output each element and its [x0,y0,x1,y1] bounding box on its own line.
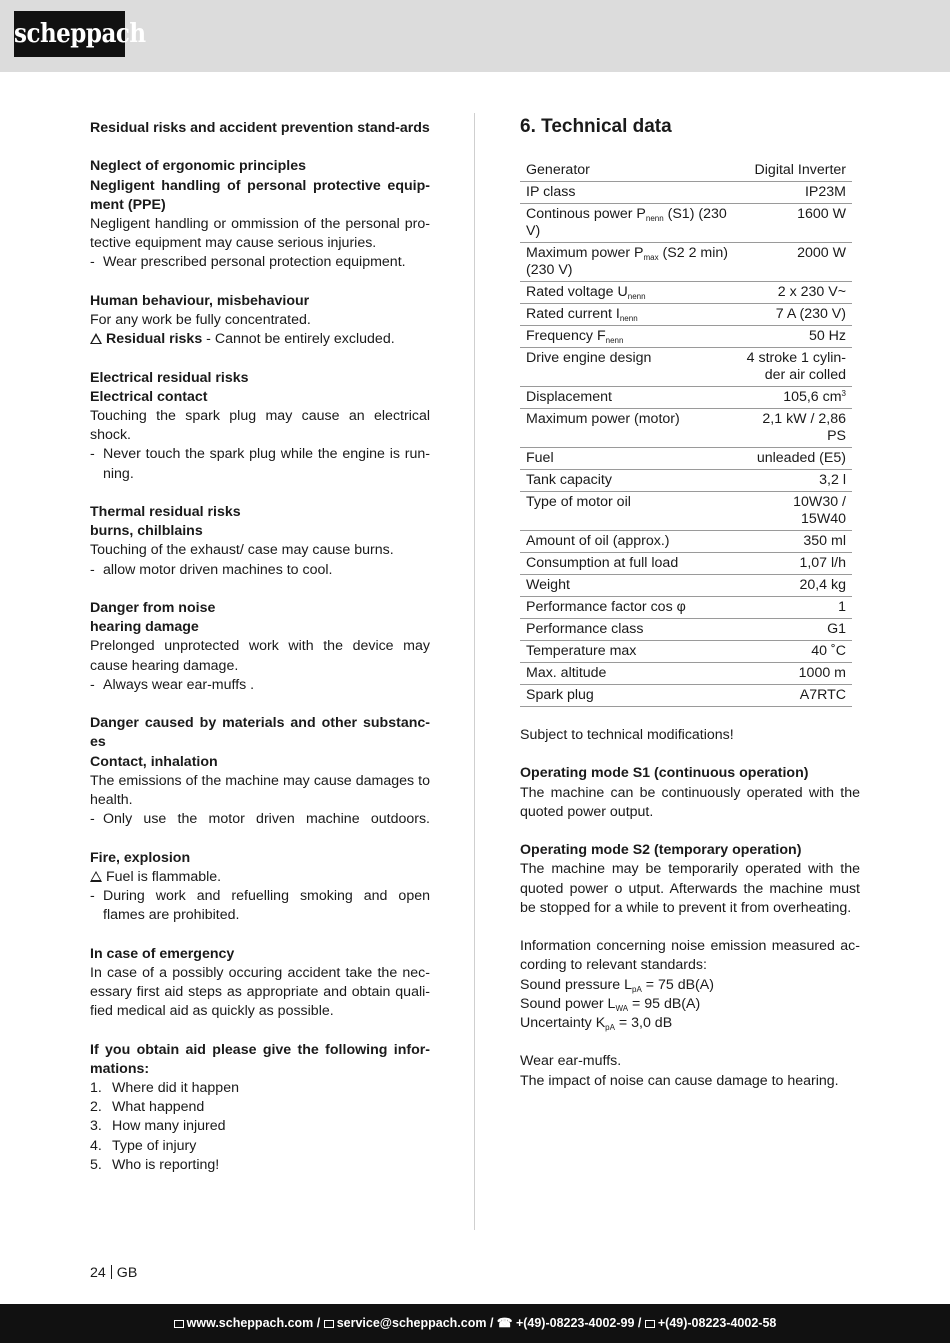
sound-pressure: Sound pressure $L_{pA} = 75$ dB(A) [520,976,714,994]
section-title: Electrical residual risks [90,369,249,386]
column-divider [474,113,475,1230]
table-row: Max. altitude 1000 m [520,663,852,685]
list-item: - Never touch the spark plug while the engine is run-ning. [90,446,430,482]
table-row: Generator Digital Inverter [520,160,852,182]
warning-icon [90,871,102,882]
s2-section [520,841,860,918]
section-title: Operating mode S2 (temporary operation) [520,842,802,859]
list-item: - During work and refuelling smoking and open flames are prohibited. [90,888,430,924]
table-row: Frequency $F_{nenn}$ 50 Hz [520,326,852,348]
table-row: Maximum power (motor) 2,1 kW / 2,86 PS [520,409,852,448]
table-row: Drive engine design 4 stroke 1 cylin-der air colled [520,348,852,387]
section-title: Danger from noise [90,600,216,616]
subject-note: Subject to technical modifications! [520,727,734,743]
section-title: Thermal residual risks [90,504,241,520]
table-row: Spark plug A7RTC [520,685,852,707]
noise-info-section [520,937,860,1033]
fax-number: +(49)-08223-4002-58 [657,1316,777,1330]
section-text: Touching of the exhaust/ case may cause burns. [90,542,394,559]
list-item: 3. How many injured [90,1118,226,1135]
list-item: - Always wear ear-muffs . [90,676,255,693]
table-row: Continous power $P_{nenn}$ (S1) (230 V) 1600 W [520,204,852,243]
section-title: Residual risks and accident prevention stand-ards [90,120,430,136]
table-row: Fuel unleaded (E5) [520,448,852,470]
section-text: Wear ear-muffs. [520,1053,622,1070]
table-row: Maximum power $P_{max}$ (S2 2 min) (230 V) 2000 W [520,243,852,282]
table-row: Weight 20,4 kg [520,575,852,597]
technical-data-table [520,160,852,707]
electrical-section [90,369,430,484]
section-title: Danger caused by materials and other substanc-es [90,715,430,751]
section-text: Prelonged unprotected work with the device may cause hearing damage. [90,638,430,674]
list-item: 2. What happend [90,1099,205,1116]
section-title: Neglect of ergonomic principles [90,158,307,175]
noise-section [90,599,430,695]
mail-icon [324,1320,334,1328]
sound-power: Sound power $L_{WA} = 95$ dB(A) [520,995,701,1013]
aid-section [90,1041,430,1175]
section-subtitle: burns, chilblains [90,523,203,540]
brand-logo: scheppach [14,11,125,57]
list-item: - Only use the motor driven machine outdoors. [90,811,430,828]
section-subtitle: Negligent handling of personal protective equip-ment (PPE) [90,177,430,213]
materials-section [90,714,430,829]
section-text: The machine can be continuously operated with the quoted power output. [520,784,860,820]
section-title: Operating mode S1 (continuous operation) [520,765,809,782]
list-item: 4. Type of injury [90,1137,197,1154]
table-row: Amount of oil (approx.) 350 ml [520,531,852,553]
residual-section [90,119,430,138]
table-row: Consumption at full load 1,07 l/h [520,553,852,575]
page-title: 6. Technical data [520,116,672,137]
table-row: Performance factor cos φ 1 [520,597,852,619]
section-text: The impact of noise can cause damage to hearing. [520,1072,839,1089]
section-text: Touching the spark plug may cause an electrical shock. [90,408,430,444]
email-link[interactable]: service@scheppach.com [336,1316,487,1330]
table-row: Tank capacity 3,2 l [520,470,852,492]
computer-icon [174,1320,184,1328]
page-number: 24 GB [90,1265,138,1281]
right-column [520,115,860,1091]
list-item: - Wear prescribed personal protection equipment. [90,254,406,271]
page-footer: www.scheppach.com / service@scheppach.com / ☎ +(49)-08223-4002-99 / +(49)-08223-4002-58 [0,1304,950,1343]
table-row: IP class IP23M [520,182,852,204]
table-row: Type of motor oil 10W30 / 15W40 [520,492,852,531]
left-column [90,119,430,1194]
section-subtitle: Electrical contact [90,388,208,405]
s1-section [520,764,860,822]
list-item: 5. Who is reporting! [90,1156,220,1173]
warning-icon [90,333,102,344]
warning-line: Fuel is flammable. [90,868,430,887]
emergency-section [90,945,430,1022]
fire-section [90,849,430,926]
section-title: If you obtain aid please give the following infor-mations: [90,1041,430,1077]
hearing-section [520,1052,860,1090]
uncertainty: Uncertainty $K_{pA} = 3,0$ dB [520,1015,673,1032]
section-text: In case of a possibly occuring accident take the nec-essary first aid steps as appropriate and obtain quali-fied medical aid as quickly as possible. [90,964,430,1020]
section-subtitle: Contact, inhalation [90,753,218,770]
phone-icon: ☎ [496,1316,516,1330]
section-text: Information concerning noise emission measured ac-cording to relevant standards: [520,938,860,974]
section-text: Negligent handling or ommission of the personal pro-tective equipment may cause serious injuries. [90,216,430,252]
section-text: The emissions of the machine may cause damages to health. [90,772,430,809]
ergonomic-section [90,157,430,272]
table-row: Rated current $I_{nenn}$ 7 A (230 V) [520,304,852,326]
website-link[interactable]: www.scheppach.com [186,1316,314,1330]
table-row: Performance class G1 [520,619,852,641]
list-item: - allow motor driven machines to cool. [90,561,333,578]
section-text: The machine may be temporarily operated with the quoted power o utput. Afterwards the machine must be stopped for a while to prevent it from overheating. [520,861,860,916]
table-row: Displacement 105,6 $cm^3$ [520,387,852,409]
page-header [0,0,950,72]
section-title: Fire, explosion [90,849,191,866]
section-title: Human behaviour, misbehaviour [90,292,310,309]
list-item: 1. Where did it happen [90,1080,239,1097]
human-section [90,292,430,350]
phone-number: +(49)-08223-4002-99 [515,1316,635,1330]
thermal-section [90,503,430,580]
table-row: Rated voltage $U_{nenn}$ 2 x 230 V~ [520,282,852,304]
table-row: Temperature max 40 ˚C [520,641,852,663]
fax-icon [645,1320,655,1328]
section-text: For any work be fully concentrated. [90,312,311,328]
section-subtitle: hearing damage [90,619,199,636]
section-title: In case of emergency [90,945,235,962]
warning-line: Residual risks - Cannot be entirely excluded. [90,330,430,349]
